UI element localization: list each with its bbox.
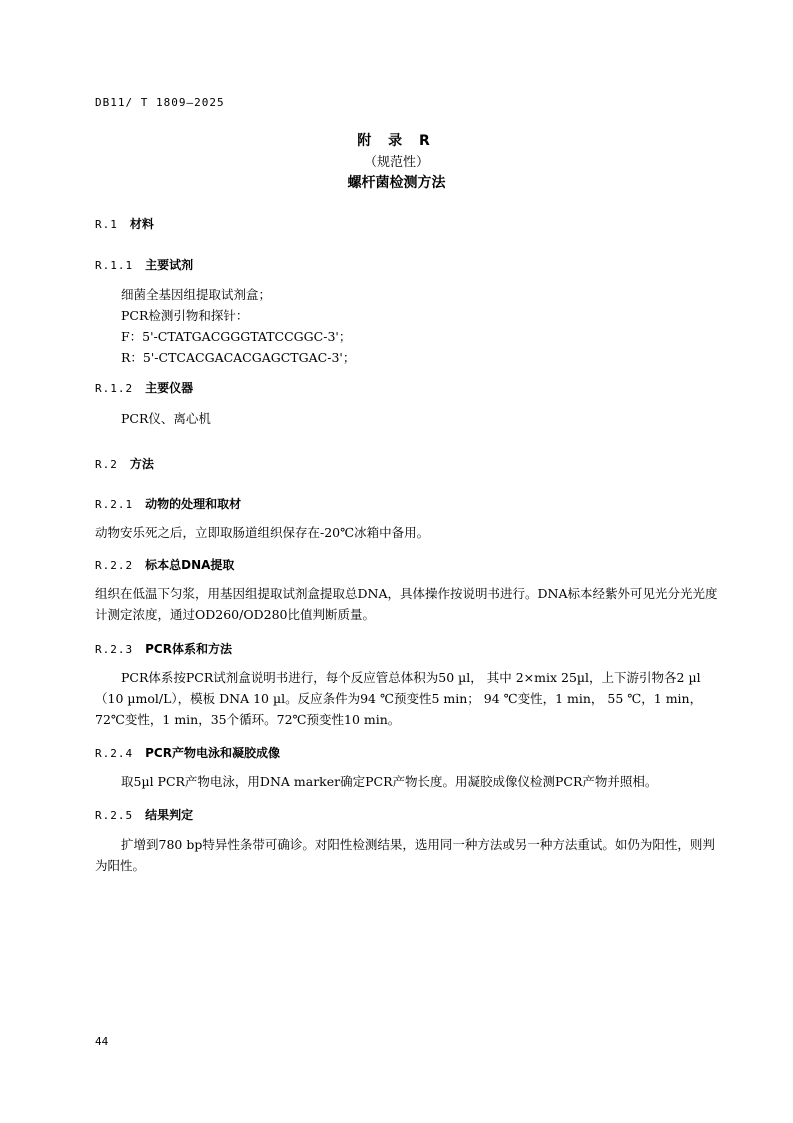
section-heading-r22	[95, 556, 234, 573]
section-number: R.1.2	[95, 382, 134, 395]
section-title: 主要仪器	[145, 381, 194, 395]
section-heading-r1	[95, 215, 154, 232]
appendix-label: 附 录 R	[357, 133, 436, 149]
appendix-title: 螺杆菌检测方法	[347, 175, 446, 191]
section-title: PCR产物电泳和凝胶成像	[145, 746, 280, 760]
paragraph-r24: 取5µl PCR产物电泳，用DNA marker确定PCR产物长度。用凝胶成像仪检测PCR产物并照相。	[121, 774, 658, 789]
primer-reverse: R：5'-CTCACGACACGAGCTGAC-3'；	[121, 350, 356, 365]
paragraph-r21: 动物安乐死之后，立即取肠道组织保存在-20℃冰箱中备用。	[95, 525, 430, 540]
section-number: R.2.3	[95, 643, 134, 656]
section-number: R.2.1	[95, 498, 134, 511]
section-number: R.2.4	[95, 747, 134, 760]
section-title: PCR体系和方法	[145, 642, 232, 656]
page-number: 44	[95, 1035, 109, 1048]
section-number: R.2.5	[95, 809, 134, 822]
section-number: R.1.1	[95, 259, 134, 272]
section-number: R.1	[95, 218, 118, 231]
section-title: 主要试剂	[145, 258, 194, 272]
section-title: 材料	[129, 217, 154, 231]
instrument-text: PCR仪、离心机	[121, 411, 211, 426]
primer-forward: F：5'-CTATGACGGGTATCCGGC-3'；	[121, 329, 352, 344]
appendix-type: （规范性）	[363, 155, 429, 170]
section-heading-r24	[95, 744, 280, 761]
section-heading-r11	[95, 256, 193, 273]
paragraph-r25: 扩增到780 bp特异性条带可确诊。对阳性检测结果，选用同一种方法或另一种方法重试。如仍为阳性，则判为阳性。	[95, 837, 715, 873]
section-heading-r2	[95, 455, 154, 472]
paragraph-r23: PCR体系按PCR试剂盒说明书进行，每个反应管总体积为50 µl， 其中 2×mix 25µl，上下游引物各2 µl（10 µmol/L），模板 DNA 10 µl。反应条件为94 ℃预变性5 min； 94 ℃变性，1 min， 55 ℃，1 min，72℃变性，1 min，35个循环。72℃预变性10 min。	[95, 670, 703, 727]
section-title: 动物的处理和取材	[145, 497, 242, 511]
section-heading-r23	[95, 640, 232, 657]
paragraph-r22: 组织在低温下匀浆，用基因组提取试剂盒提取总DNA，具体操作按说明书进行。DNA标本经紫外可见光分光光度计测定浓度，通过OD260/OD280比值判断质量。	[95, 586, 718, 622]
section-number: R.2.2	[95, 559, 134, 572]
document-id: DB11/ T 1809—2025	[95, 96, 225, 109]
reagent-line: 细菌全基因组提取试剂盒；	[121, 287, 272, 302]
section-heading-r21	[95, 495, 241, 512]
section-number: R.2	[95, 458, 118, 471]
section-heading-r12	[95, 379, 193, 396]
section-title: 方法	[129, 457, 154, 471]
reagent-line: PCR检测引物和探针：	[121, 308, 249, 323]
section-title: 标本总DNA提取	[145, 558, 235, 572]
section-title: 结果判定	[145, 808, 194, 822]
section-heading-r25	[95, 806, 193, 823]
